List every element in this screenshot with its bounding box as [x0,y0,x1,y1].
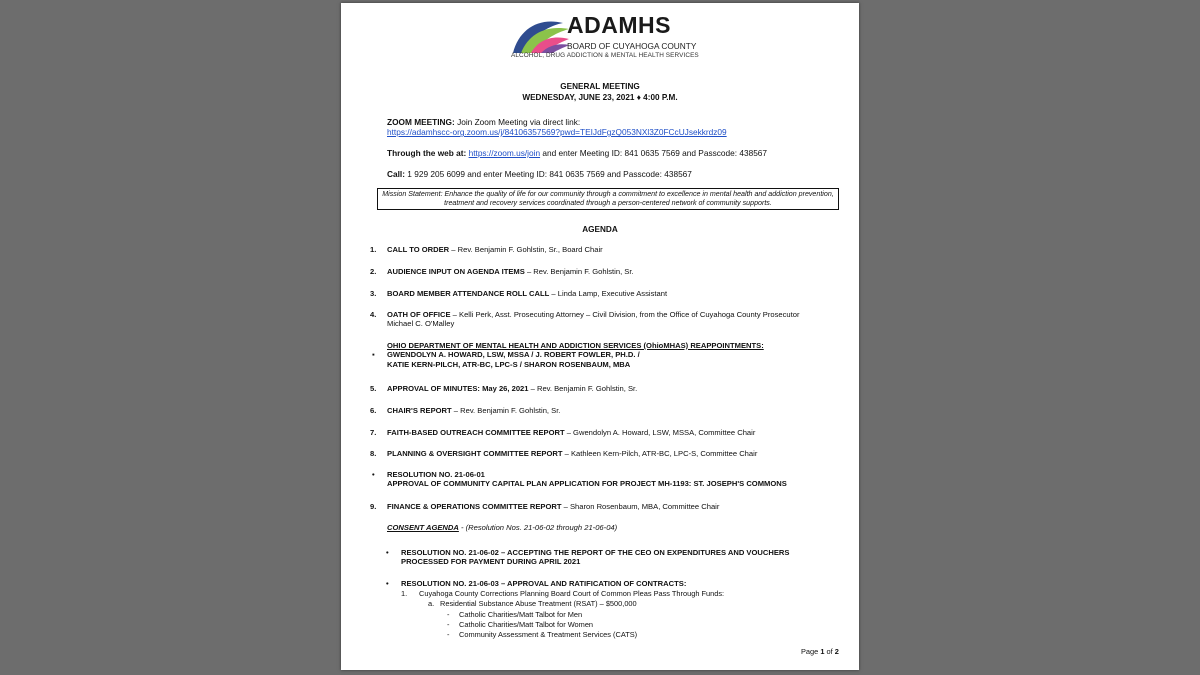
zoom-link[interactable]: https://adamhscc-org.zoom.us/j/84106357569?pwd=TEIJdFgzQ053NXl3Z0FCcUJsekkrdz09 [387,127,727,138]
zoom-text: Join Zoom Meeting via direct link: [454,117,581,127]
resolution-21-06-02: • RESOLUTION NO. 21-06-02 – ACCEPTING THE REPORT OF THE CEO ON EXPENDITURES AND VOUCHERS PROCESSED FOR PAYMENT DURING APRIL 2021 [386,548,790,567]
contract-item-1: 1. Cuyahoga County Corrections Planning Board Court of Common Pleas Pass Through Funds: [401,589,725,598]
agenda-item-title: FINANCE & OPERATIONS COMMITTEE REPORT [387,502,562,511]
agenda-item-title: BOARD MEMBER ATTENDANCE ROLL CALL [387,289,550,298]
consent-agenda: CONSENT AGENDA - (Resolution Nos. 21-06-02 through 21-06-04) [387,523,618,532]
logo-title: ADAMHS [567,12,671,38]
consent-title: CONSENT AGENDA [387,523,459,532]
web-line [387,148,857,158]
document-page [341,3,859,670]
logo-subtitle: BOARD OF CUYAHOGA COUNTY [567,41,697,51]
agenda-item-title: PLANNING & OVERSIGHT COMMITTEE REPORT [387,449,563,458]
resolution-21-06-03: • RESOLUTION NO. 21-06-03 – APPROVAL AND RATIFICATION OF CONTRACTS: [386,579,687,588]
agenda-item-title: APPROVAL OF MINUTES: May 26, 2021 [387,384,529,393]
mission-statement: Mission Statement: Enhance the quality of life for our community through a commitment to excellence in mental health and addiction prevention, treatment and recovery services coordinated through a person-centered network of community supports. [377,188,839,210]
contract-item-a: a. Residential Substance Abuse Treatment (RSAT) – $500,000 [428,599,637,608]
agenda-title: AGENDA [582,225,618,234]
agenda-item-title: CHAIR'S REPORT [387,406,452,415]
agenda-item-title: OATH OF OFFICE [387,310,451,319]
agenda-item-title: FAITH-BASED OUTREACH COMMITTEE REPORT [387,428,565,437]
call-line [387,169,857,179]
provider-line-1: - Catholic Charities/Matt Talbot for Men [447,610,583,619]
agenda-item-7: 7. FAITH-BASED OUTREACH COMMITTEE REPORT – Gwendolyn A. Howard, LSW, MSSA, Committee Chair [370,428,756,437]
resolution-21-06-01: • RESOLUTION NO. 21-06-01 APPROVAL OF COMMUNITY CAPITAL PLAN APPLICATION FOR PROJECT MH-1193: ST. JOSEPH'S COMMONS [372,470,787,489]
web-text: and enter Meeting ID: 841 0635 7569 and Passcode: 438567 [540,148,768,158]
agenda-item-8: 8. PLANNING & OVERSIGHT COMMITTEE REPORT – Kathleen Kern-Pilch, ATR-BC, LPC-S, Committee Chair [370,449,758,458]
agenda-item-title: CALL TO ORDER [387,245,450,254]
logo-tagline: ALCOHOL, DRUG ADDICTION & MENTAL HEALTH SERVICES [511,52,699,59]
meeting-title: GENERAL MEETING [560,82,640,91]
agenda-item-title: AUDIENCE INPUT ON AGENDA ITEMS [387,267,525,276]
agenda-item-5: 5. APPROVAL OF MINUTES: May 26, 2021 – Rev. Benjamin F. Gohlstin, Sr. [370,384,638,393]
web-label: Through the web at: [387,148,467,158]
agenda-item-1: 1. CALL TO ORDER – Rev. Benjamin F. Gohlstin, Sr., Board Chair [370,245,603,254]
call-label: Call: [387,169,405,179]
zoom-label: ZOOM MEETING: [387,117,455,127]
agenda-item-9: 9. FINANCE & OPERATIONS COMMITTEE REPORT – Sharon Rosenbaum, MBA, Committee Chair [370,502,720,511]
meeting-date: WEDNESDAY, JUNE 23, 2021 ♦ 4:00 P.M. [522,93,678,102]
provider-line-3: - Community Assessment & Treatment Services (CATS) [447,630,638,639]
page-number: Page 1 of 2 [801,647,839,656]
agenda-item-4: 4. OATH OF OFFICE – Kelli Perk, Asst. Prosecuting Attorney – Civil Division, from the Office of Cuyahoga County Prosecutor Michael C. O'Malley [370,310,800,329]
zoom-block [387,117,847,137]
agenda-item-6: 6. CHAIR'S REPORT – Rev. Benjamin F. Gohlstin, Sr. [370,406,561,415]
provider-line-2: - Catholic Charities/Matt Talbot for Women [447,620,594,629]
logo-mark-icon [511,15,571,55]
agenda-item-2: 2. AUDIENCE INPUT ON AGENDA ITEMS – Rev. Benjamin F. Gohlstin, Sr. [370,267,634,276]
web-link[interactable]: https://zoom.us/join [468,148,541,158]
call-text: 1 929 205 6099 and enter Meeting ID: 841 0635 7569 and Passcode: 438567 [404,169,692,179]
ohiomhas-reappointments: OHIO DEPARTMENT OF MENTAL HEALTH AND ADDICTION SERVICES (OhioMHAS) REAPPOINTMENTS: ▪ GWENDOLYN A. HOWARD, LSW, MSSA / J. ROBERT FOWLER, PH.D. / KATIE KERN-PILCH, ATR-BC, LPC-S / SHARON ROSENBAUM, MBA [372,341,764,369]
adamhs-logo [509,13,709,65]
ohiomhas-title: OHIO DEPARTMENT OF MENTAL HEALTH AND ADDICTION SERVICES (OhioMHAS) REAPPOINTMENTS: [387,341,764,350]
agenda-item-3: 3. BOARD MEMBER ATTENDANCE ROLL CALL – Linda Lamp, Executive Assistant [370,289,668,298]
